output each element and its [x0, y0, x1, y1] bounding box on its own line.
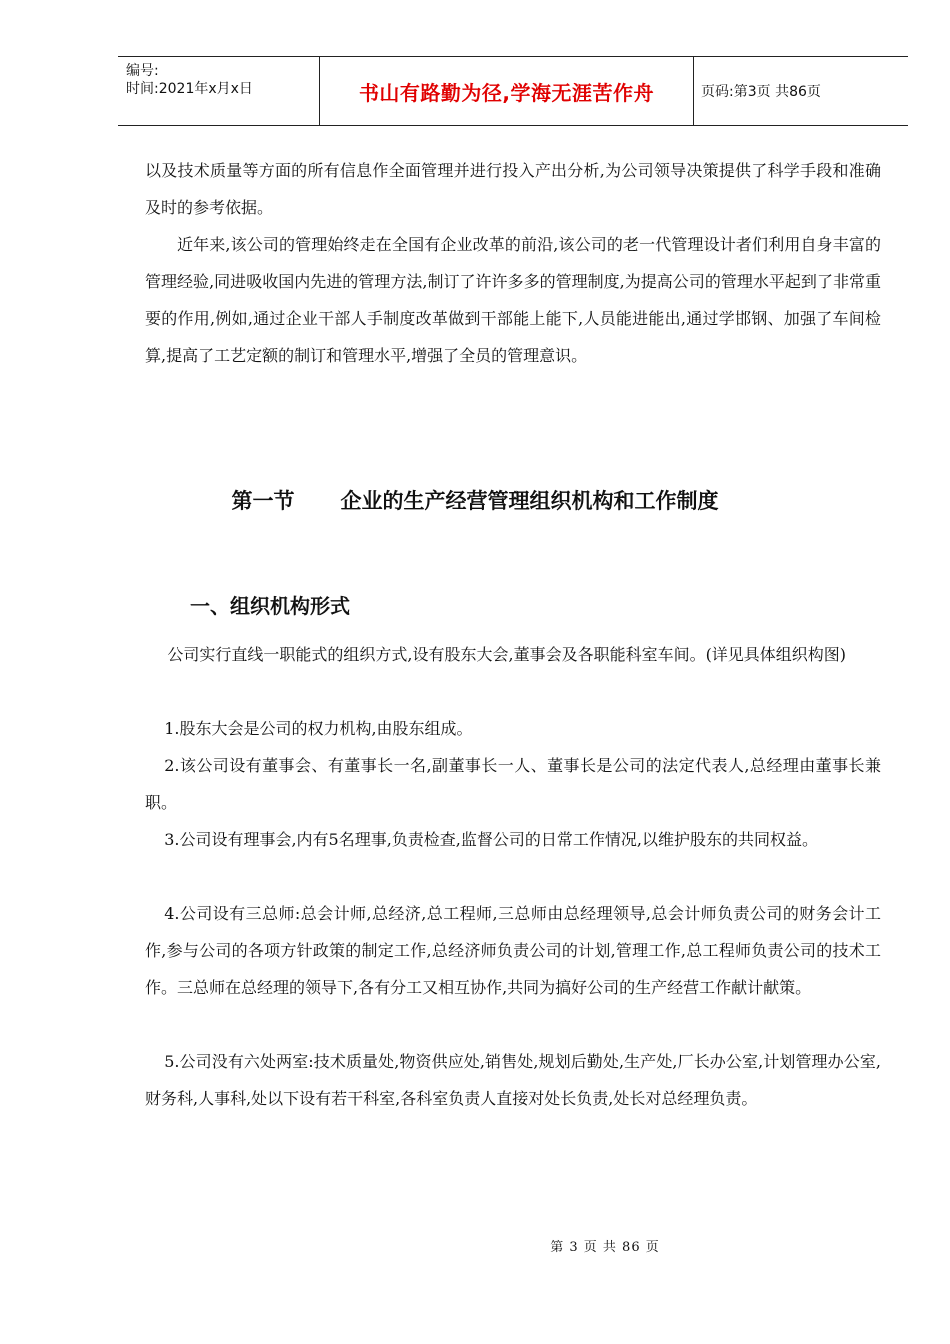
- section-title: 企业的生产经营管理组织机构和工作制度: [340, 489, 719, 513]
- header-page-cell: [693, 57, 908, 125]
- list-item: 5.公司没有六处两室:技术质量处,物资供应处,销售处,规划后勤处,生产处,厂长办公室,计划管理办公室,财务科,人事科,处以下设有若干科室,各科室负责人直接对处长负责,处长对总经理负责。: [145, 1052, 881, 1108]
- header-motto: 书山有路勤为径,学海无涯苦作舟: [358, 80, 655, 105]
- body-paragraph-1: 以及技术质量等方面的所有信息作全面管理并进行投入产出分析,为公司领导决策提供了科学手段和准确及时的参考依据。: [145, 161, 881, 217]
- document-header: [118, 56, 908, 126]
- section-number: 第一节: [231, 489, 295, 513]
- header-meta-cell: [118, 57, 320, 125]
- subsection-heading: 一、组织机构形式: [190, 594, 350, 618]
- list-item: 1.股东大会是公司的权力机构,由股东组成。: [164, 719, 473, 738]
- list-item: 2.该公司设有董事会、有董事长一名,副董事长一人、董事长是公司的法定代表人,总经理由董事长兼职。: [145, 756, 881, 812]
- document-number-label: 编号:: [126, 63, 159, 79]
- document-time-label: 时间:2021年x月x日: [126, 81, 253, 97]
- body-paragraph-2: 近年来,该公司的管理始终走在全国有企业改革的前沿,该公司的老一代管理设计者们利用自身丰富的管理经验,同进吸收国内先进的管理方法,制订了许许多多的管理制度,为提高公司的管理水平起到了非常重要的作用,例如,通过企业干部人手制度改革做到干部能上能下,人员能进能出,通过学邯钢、加强了车间检算,提高了工艺定额的制订和管理水平,增强了全员的管理意识。: [145, 235, 881, 365]
- header-motto-cell: [320, 57, 694, 125]
- list-item: 4.公司设有三总师:总会计师,总经济,总工程师,三总师由总经理领导,总会计师负责公司的财务会计工作,参与公司的各项方针政策的制定工作,总经济师负责公司的计划,管理工作,总工程师负责公司的技术工作。三总师在总经理的领导下,各有分工又相互协作,共同为搞好公司的生产经营工作献计献策。: [145, 904, 881, 997]
- page-footer: 第 3 页 共 86 页: [550, 1240, 660, 1255]
- header-page-info: 页码:第3页 共86页: [701, 84, 821, 100]
- subsection-intro: 公司实行直线一职能式的组织方式,设有股东大会,董事会及各职能科室车间。(详见具体组织构图): [167, 645, 847, 664]
- section-heading: [0, 485, 950, 515]
- list-item: 3.公司设有理事会,内有5名理事,负责检查,监督公司的日常工作情况,以维护股东的共同权益。: [164, 830, 818, 849]
